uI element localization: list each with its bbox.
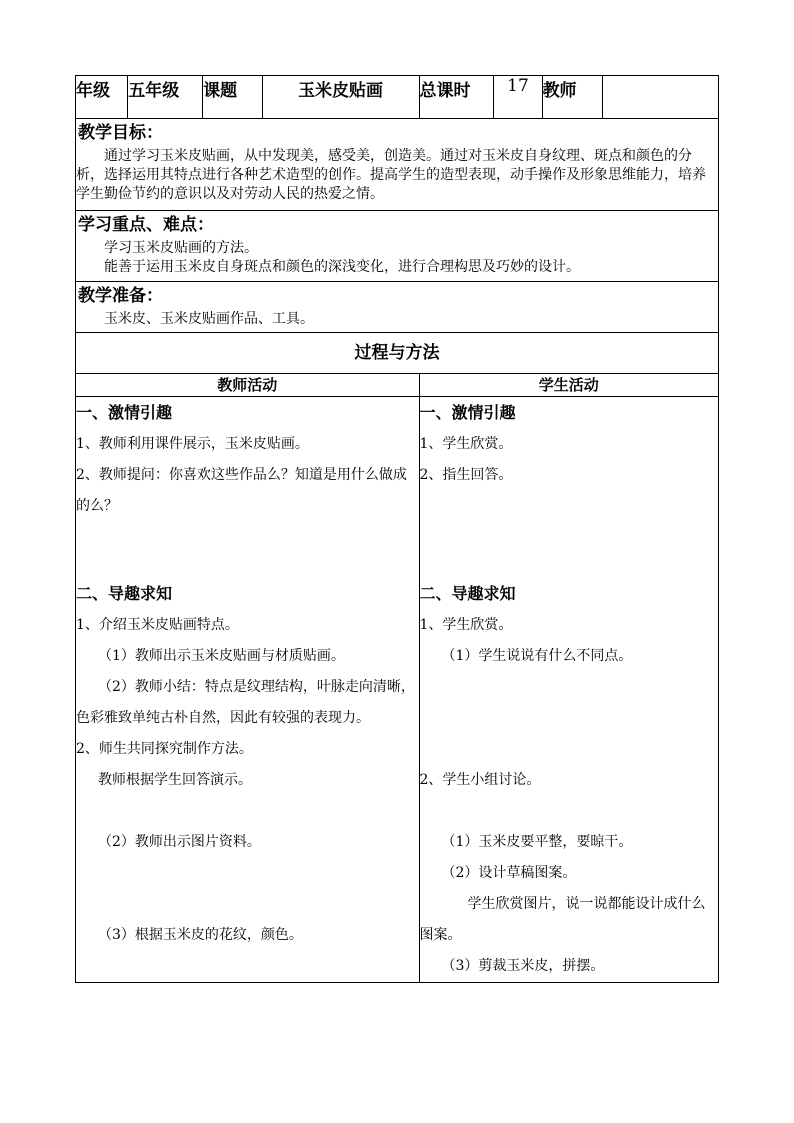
student-s1-line-1: 1、学生欣赏。 — [419, 436, 513, 452]
teacher-s2-line-4: 2、师生共同探究制作方法。 — [76, 741, 253, 757]
header-row — [76, 76, 719, 119]
student-s2-line-3: 2、学生小组讨论。 — [419, 772, 541, 788]
student-s1-line-2: 2、指生回答。 — [419, 467, 513, 483]
teacher-s2-line-3: （2）教师小结：特点是纹理结构，叶脉走向清晰，色彩雅致单纯古朴自然，因此有较强的表现力。 — [76, 679, 415, 726]
student-activity-head: 学生活动 — [419, 374, 718, 397]
student-activity-column — [419, 397, 718, 983]
teacher-section-1-title: 一、激情引趣 — [76, 403, 173, 422]
grade-value: 五年级 — [128, 76, 203, 119]
teacher-activity-column — [76, 397, 420, 983]
key-points-title: 学习重点、难点： — [78, 215, 214, 235]
teacher-s2-line-6: （2）教师出示图片资料。 — [98, 834, 261, 850]
grade-label: 年级 — [76, 76, 128, 119]
teacher-s1-line-2: 2、教师提问：你喜欢这些作品么？知道是用什么做成的么？ — [76, 467, 407, 514]
student-s2-line-1: 1、学生欣赏。 — [419, 617, 513, 633]
student-s2-line-4: （1）玉米皮要平整，要晾干。 — [441, 834, 633, 850]
student-section-2-title: 二、导趣求知 — [419, 584, 516, 603]
preparation-title: 教学准备： — [78, 286, 163, 306]
student-s2-line-7: （3）剪裁玉米皮，拼摆。 — [441, 958, 605, 974]
teacher-label: 教师 — [542, 76, 603, 119]
key-points-line-2: 能善于运用玉米皮自身斑点和颜色的深浅变化，进行合理构思及巧妙的设计。 — [104, 259, 580, 275]
teacher-s2-line-5: 教师根据学生回答演示。 — [98, 772, 252, 788]
objectives-text: 通过学习玉米皮贴画，从中发现美，感受美，创造美。通过对玉米皮自身纹理、斑点和颜色的分析，选择运用其特点进行各种艺术造型的创作。提高学生的造型表现，动手操作及形象思维能力，培养学生勤俭节约的意识以及对劳动人民的热爱之情。 — [76, 148, 706, 202]
student-section-1-title: 一、激情引趣 — [419, 403, 516, 422]
objectives-title: 教学目标： — [78, 123, 163, 143]
preparation-text: 玉米皮、玉米皮贴画作品、工具。 — [104, 311, 314, 327]
hours-value: 17 — [494, 76, 542, 119]
process-title-row — [76, 333, 719, 374]
lesson-plan-page — [75, 75, 719, 983]
teacher-s2-line-7: （3）根据玉米皮的花纹，颜色。 — [98, 927, 303, 943]
student-s2-line-5: （2）设计草稿图案。 — [441, 865, 577, 881]
student-s2-line-2: （1）学生说说有什么不同点。 — [441, 648, 633, 664]
activity-head-row — [76, 374, 719, 397]
process-title: 过程与方法 — [76, 333, 719, 374]
key-points-line-1: 学习玉米皮贴画的方法。 — [104, 240, 258, 256]
teacher-s1-line-1: 1、教师利用课件展示，玉米皮贴画。 — [76, 436, 309, 452]
topic-value: 玉米皮贴画 — [262, 76, 419, 119]
topic-label: 课题 — [203, 76, 262, 119]
teacher-s2-line-1: 1、介绍玉米皮贴画特点。 — [76, 617, 239, 633]
teacher-activity-head: 教师活动 — [76, 374, 420, 397]
preparation-row — [76, 282, 719, 333]
key-points-row — [76, 211, 719, 282]
student-s2-line-6: 学生欣赏图片，说一说都能设计成什么图案。 — [419, 896, 706, 943]
teacher-value — [603, 76, 719, 119]
hours-label: 总课时 — [419, 76, 494, 119]
lesson-plan-table — [75, 75, 719, 983]
teacher-section-2-title: 二、导趣求知 — [76, 584, 173, 603]
objectives-row — [76, 119, 719, 211]
teacher-s2-line-2: （1）教师出示玉米皮贴画与材质贴画。 — [98, 648, 345, 664]
activity-row — [76, 397, 719, 983]
